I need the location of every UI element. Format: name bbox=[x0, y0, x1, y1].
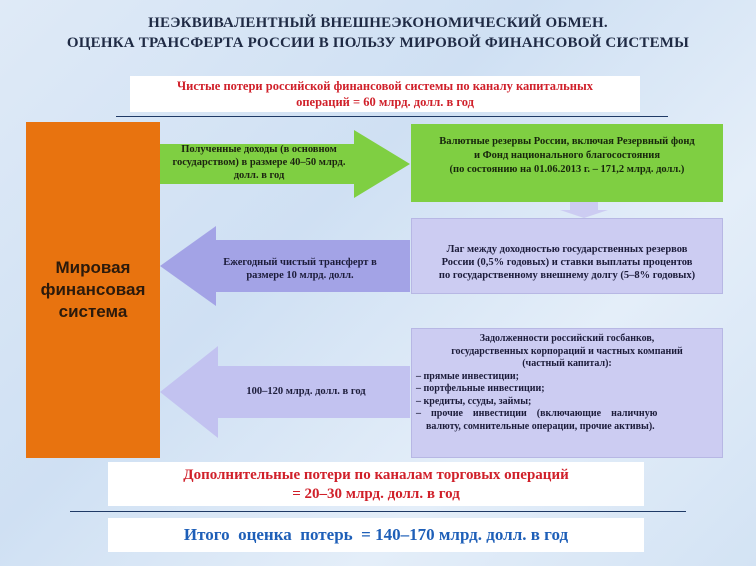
debt-item-credits: – кредиты, ссуды, займы; bbox=[416, 395, 532, 407]
lag-line3: по государственному внешнему долгу (5–8% годовых) bbox=[438, 270, 696, 281]
reserves-line3: (по состоянию на 01.06.2013 г. – 171,2 млрд. долл.) bbox=[449, 164, 685, 175]
debt-item-other-2: валюту, сомнительные операции, прочие активы). bbox=[426, 420, 655, 432]
page-title-line1: НЕЭКВИВАЛЕНТНЫЙ ВНЕШНЕЭКОНОМИЧЕСКИЙ ОБМЕН. bbox=[148, 15, 608, 31]
debt-heading2: государственных корпораций и частных компаний bbox=[451, 345, 683, 357]
world-system-line1: Мировая bbox=[55, 258, 131, 277]
arrow-private-text: 100–120 млрд. долл. в год bbox=[246, 386, 366, 397]
arrow-income-text bbox=[166, 143, 352, 182]
divider-bottom bbox=[70, 511, 686, 512]
world-financial-system-box bbox=[26, 122, 160, 458]
arrow-transfer-line2: размере 10 млрд. долл. bbox=[246, 270, 354, 281]
debt-item-other-1: – прочие инвестиции (включающие наличную bbox=[416, 408, 658, 419]
additional-losses-line1: Дополнительные потери по каналам торговых операций bbox=[183, 467, 569, 483]
world-system-line3: система bbox=[58, 302, 128, 321]
arrow-transfer-line1: Ежегодный чистый трансферт в bbox=[223, 257, 377, 268]
connector-down-arrow bbox=[560, 202, 608, 218]
world-system-line2: финансовая bbox=[40, 280, 146, 299]
arrow-transfer-text bbox=[200, 256, 400, 282]
total-text: Итого оценка потерь = 140–170 млрд. долл. в год bbox=[183, 525, 569, 544]
page-title-line2: ОЦЕНКА ТРАНСФЕРТА РОССИИ В ПОЛЬЗУ МИРОВОЙ ФИНАНСОВОЙ СИСТЕМЫ bbox=[66, 35, 690, 51]
debt-box bbox=[411, 328, 723, 458]
debt-item-portfolio: – портфельные инвестиции; bbox=[416, 383, 545, 394]
debt-item-direct: – прямые инвестиции; bbox=[416, 370, 520, 382]
debt-heading3: (частный капитал): bbox=[522, 358, 612, 369]
additional-losses-line2: = 20–30 млрд. долл. в год bbox=[292, 486, 460, 502]
arrow-income-line2: государством) в размере 40–50 млрд. bbox=[172, 157, 346, 168]
reserves-box bbox=[411, 124, 723, 202]
debt-heading1: Задолженности российский госбанков, bbox=[479, 333, 655, 344]
lag-box bbox=[411, 218, 723, 294]
additional-losses-box bbox=[108, 462, 644, 506]
arrow-income-line3: долл. в год bbox=[233, 170, 285, 181]
total-box bbox=[108, 518, 644, 552]
reserves-line1: Валютные резервы России, включая Резервный фонд bbox=[439, 136, 695, 147]
net-losses-line1: Чистые потери российской финансовой системы по каналу капитальных bbox=[176, 79, 593, 93]
lag-line2: России (0,5% годовых) и ставки выплаты процентов bbox=[441, 257, 693, 268]
net-losses-line2: операций = 60 млрд. долл. в год bbox=[296, 95, 474, 109]
reserves-line2: и Фонд национального благосостояния bbox=[473, 150, 661, 161]
lag-line1: Лаг между доходностью государственных резервов bbox=[446, 244, 688, 255]
arrow-income-line1: Полученные доходы (в основном bbox=[181, 144, 337, 155]
